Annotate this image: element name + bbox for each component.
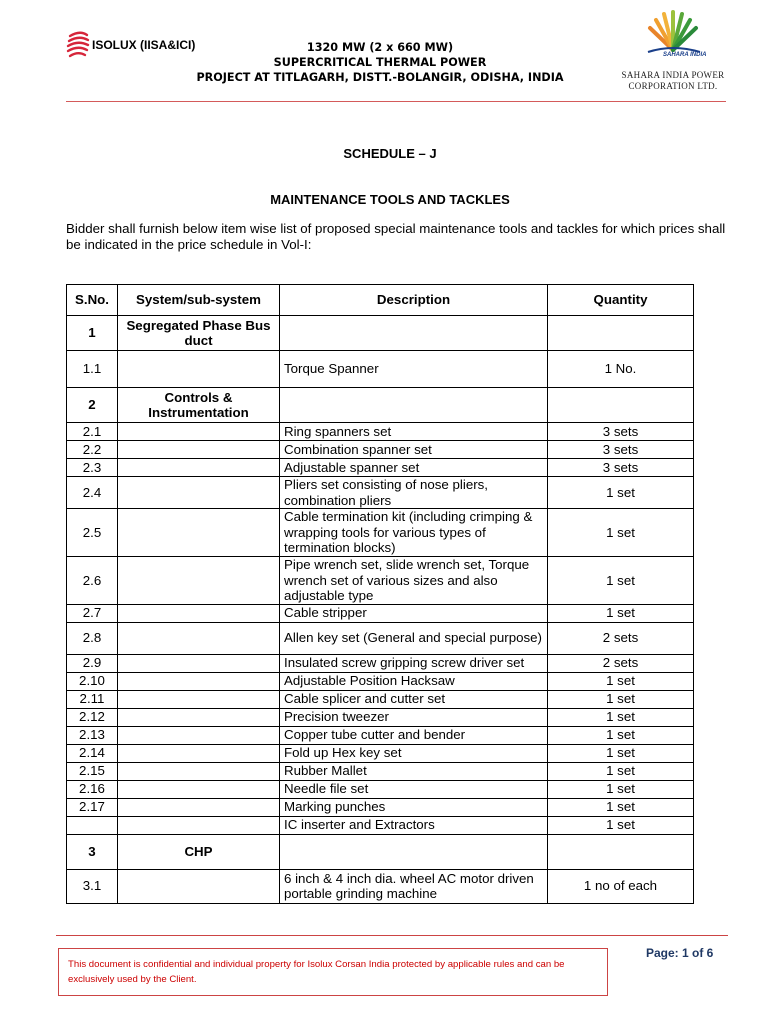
cell-quantity <box>548 834 694 869</box>
table-row <box>67 834 694 869</box>
cell-description: Fold up Hex key set <box>280 744 548 762</box>
cell-sno: 2.5 <box>67 509 118 557</box>
cell-sno: 2 <box>67 388 118 423</box>
header-description: Description <box>280 285 548 316</box>
cell-system <box>118 351 280 388</box>
table-header-row <box>67 285 694 316</box>
cell-sno <box>67 816 118 834</box>
cell-quantity: 1 set <box>548 726 694 744</box>
table-row <box>67 509 694 557</box>
cell-system <box>118 622 280 654</box>
schedule-title: SCHEDULE – J <box>343 146 437 161</box>
cell-sno: 3.1 <box>67 869 118 903</box>
table-row <box>67 780 694 798</box>
cell-quantity: 1 set <box>548 477 694 509</box>
project-location: PROJECT AT TITLAGARH, DISTT.-BOLANGIR, ODISHA, INDIA <box>196 71 564 84</box>
cell-description: Cable splicer and cutter set <box>280 690 548 708</box>
cell-sno: 2.10 <box>67 672 118 690</box>
company-right-name: SAHARA INDIA POWER CORPORATION LTD. <box>621 70 725 91</box>
cell-system <box>118 604 280 622</box>
cell-quantity <box>548 388 694 423</box>
cell-description: Needle file set <box>280 780 548 798</box>
cell-description: IC inserter and Extractors <box>280 816 548 834</box>
table-row <box>67 690 694 708</box>
cell-sno: 2.1 <box>67 423 118 441</box>
header-system: System/sub-system <box>118 285 280 316</box>
table-row <box>67 762 694 780</box>
cell-description: Combination spanner set <box>280 441 548 459</box>
cell-description: Adjustable Position Hacksaw <box>280 672 548 690</box>
cell-description: Pliers set consisting of nose pliers, combination pliers <box>280 477 548 509</box>
cell-quantity <box>548 316 694 351</box>
cell-system <box>118 672 280 690</box>
cell-system: CHP <box>118 834 280 869</box>
table-row <box>67 441 694 459</box>
cell-sno: 2.7 <box>67 604 118 622</box>
cell-quantity: 2 sets <box>548 622 694 654</box>
cell-sno: 2.11 <box>67 690 118 708</box>
cell-system <box>118 869 280 903</box>
cell-system: Controls & Instrumentation <box>118 388 280 423</box>
cell-description: Cable stripper <box>280 604 548 622</box>
cell-system: Segregated Phase Bus duct <box>118 316 280 351</box>
cell-sno: 2.3 <box>67 459 118 477</box>
table-row <box>67 816 694 834</box>
cell-quantity: 3 sets <box>548 441 694 459</box>
table-row <box>67 708 694 726</box>
cell-system <box>118 690 280 708</box>
cell-system <box>118 441 280 459</box>
cell-system <box>118 654 280 672</box>
cell-quantity: 3 sets <box>548 423 694 441</box>
table-row <box>67 726 694 744</box>
cell-sno: 2.9 <box>67 654 118 672</box>
cell-description: Cable termination kit (including crimping & wrapping tools for various types of termination blocks) <box>280 509 548 557</box>
cell-system <box>118 459 280 477</box>
cell-description <box>280 834 548 869</box>
cell-sno: 2.16 <box>67 780 118 798</box>
table-row <box>67 744 694 762</box>
table-row <box>67 316 694 351</box>
cell-sno: 2.2 <box>67 441 118 459</box>
cell-description: Torque Spanner <box>280 351 548 388</box>
company-left-name: ISOLUX (IISA&ICI) <box>92 38 196 52</box>
cell-system <box>118 780 280 798</box>
cell-quantity: 1 set <box>548 708 694 726</box>
cell-system <box>118 423 280 441</box>
header-sno: S.No. <box>67 285 118 316</box>
table-row <box>67 798 694 816</box>
cell-system <box>118 744 280 762</box>
cell-sno: 1.1 <box>67 351 118 388</box>
document-subtitle: MAINTENANCE TOOLS AND TACKLES <box>270 192 510 207</box>
cell-sno: 2.4 <box>67 477 118 509</box>
cell-system <box>118 509 280 557</box>
cell-quantity: 1 set <box>548 798 694 816</box>
table-row <box>67 622 694 654</box>
table-row <box>67 388 694 423</box>
project-header <box>150 40 610 85</box>
cell-description: Allen key set (General and special purpose) <box>280 622 548 654</box>
table-row <box>67 557 694 605</box>
table-row <box>67 423 694 441</box>
isolux-swirl-icon <box>66 28 90 62</box>
project-capacity: 1320 MW (2 x 660 MW) <box>306 41 454 54</box>
sahara-brand-text: SAHARA INDIA <box>663 52 707 58</box>
cell-sno: 2.17 <box>67 798 118 816</box>
tools-table-body <box>67 285 694 904</box>
cell-description: 6 inch & 4 inch dia. wheel AC motor driven portable grinding machine <box>280 869 548 903</box>
cell-description: Insulated screw gripping screw driver set <box>280 654 548 672</box>
cell-system <box>118 708 280 726</box>
cell-quantity: 1 No. <box>548 351 694 388</box>
cell-system <box>118 557 280 605</box>
cell-system <box>118 816 280 834</box>
header-divider <box>66 101 726 102</box>
cell-system <box>118 726 280 744</box>
header-quantity: Quantity <box>548 285 694 316</box>
cell-quantity: 2 sets <box>548 654 694 672</box>
footer-divider <box>56 935 728 936</box>
table-row <box>67 654 694 672</box>
cell-description: Adjustable spanner set <box>280 459 548 477</box>
confidentiality-notice: This document is confidential and individual property for Isolux Corsan India protected by applicable rules and can be exclusively used by the Client. <box>58 948 608 996</box>
cell-quantity: 1 no of each <box>548 869 694 903</box>
cell-sno: 2.6 <box>67 557 118 605</box>
cell-sno: 2.13 <box>67 726 118 744</box>
cell-description: Ring spanners set <box>280 423 548 441</box>
page-number: Page: 1 of 6 <box>646 946 714 960</box>
tools-table <box>66 284 694 904</box>
cell-description: Rubber Mallet <box>280 762 548 780</box>
cell-description: Pipe wrench set, slide wrench set, Torque wrench set of various sizes and also adjustable type <box>280 557 548 605</box>
cell-system <box>118 762 280 780</box>
table-row <box>67 672 694 690</box>
cell-description: Marking punches <box>280 798 548 816</box>
cell-description <box>280 388 548 423</box>
cell-quantity: 1 set <box>548 509 694 557</box>
cell-system <box>118 798 280 816</box>
intro-paragraph: Bidder shall furnish below item wise list of proposed special maintenance tools and tackles for which prices shall be indicated in the price schedule in Vol-I: <box>66 221 726 252</box>
cell-quantity: 1 set <box>548 557 694 605</box>
cell-quantity: 1 set <box>548 604 694 622</box>
cell-description: Copper tube cutter and bender <box>280 726 548 744</box>
table-row <box>67 477 694 509</box>
sahara-logo <box>608 8 738 98</box>
cell-sno: 1 <box>67 316 118 351</box>
cell-sno: 2.14 <box>67 744 118 762</box>
cell-system <box>118 477 280 509</box>
cell-description: Precision tweezer <box>280 708 548 726</box>
cell-quantity: 1 set <box>548 762 694 780</box>
cell-quantity: 1 set <box>548 672 694 690</box>
cell-sno: 2.8 <box>67 622 118 654</box>
cell-quantity: 1 set <box>548 816 694 834</box>
cell-quantity: 1 set <box>548 780 694 798</box>
table-row <box>67 604 694 622</box>
table-row <box>67 869 694 903</box>
cell-quantity: 1 set <box>548 744 694 762</box>
project-type: SUPERCRITICAL THERMAL POWER <box>273 56 487 69</box>
cell-sno: 2.15 <box>67 762 118 780</box>
table-row <box>67 351 694 388</box>
table-row <box>67 459 694 477</box>
cell-description <box>280 316 548 351</box>
cell-sno: 2.12 <box>67 708 118 726</box>
cell-sno: 3 <box>67 834 118 869</box>
cell-quantity: 3 sets <box>548 459 694 477</box>
cell-quantity: 1 set <box>548 690 694 708</box>
